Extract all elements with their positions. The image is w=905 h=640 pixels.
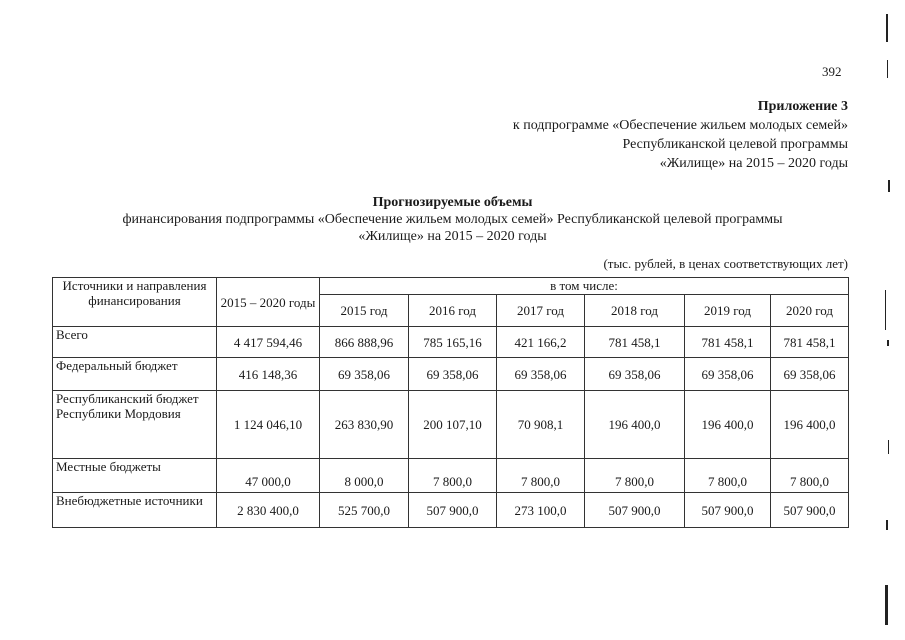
row-value: 7 800,0 <box>497 459 585 493</box>
row-value: 69 358,06 <box>585 358 685 391</box>
row-value: 421 166,2 <box>497 327 585 358</box>
financing-table <box>52 277 849 528</box>
row-value: 866 888,96 <box>320 327 409 358</box>
appendix-heading: Приложение 3 <box>757 99 848 114</box>
table-row <box>53 327 849 358</box>
header-year: 2016 год <box>409 295 497 327</box>
row-value: 69 358,06 <box>771 358 849 391</box>
row-label: Внебюджетные источники <box>53 493 217 528</box>
row-value: 525 700,0 <box>320 493 409 528</box>
row-value: 69 358,06 <box>497 358 585 391</box>
row-value: 7 800,0 <box>409 459 497 493</box>
row-value: 507 900,0 <box>771 493 849 528</box>
table-row <box>53 358 849 391</box>
row-value: 781 458,1 <box>771 327 849 358</box>
row-value: 196 400,0 <box>771 391 849 459</box>
row-total: 47 000,0 <box>217 459 320 493</box>
header-year: 2020 год <box>771 295 849 327</box>
row-label: Республиканский бюджет Республики Мордовия <box>53 391 217 459</box>
table-row <box>53 459 849 493</box>
row-value: 7 800,0 <box>771 459 849 493</box>
row-value: 70 908,1 <box>497 391 585 459</box>
table-header-row-1 <box>53 278 849 295</box>
row-value: 785 165,16 <box>409 327 497 358</box>
appendix-line-3: «Жилище» на 2015 – 2020 годы <box>659 156 848 171</box>
row-value: 69 358,06 <box>320 358 409 391</box>
row-value: 781 458,1 <box>685 327 771 358</box>
row-value: 69 358,06 <box>409 358 497 391</box>
title-line-3: «Жилище» на 2015 – 2020 годы <box>358 229 547 244</box>
row-value: 69 358,06 <box>685 358 771 391</box>
title-bold-line: Прогнозируемые объемы <box>372 195 533 210</box>
row-value: 507 900,0 <box>409 493 497 528</box>
header-year: 2018 год <box>585 295 685 327</box>
title-line-2: финансирования подпрограммы «Обеспечение жильем молодых семей» Республиканской целевой программы <box>122 212 783 227</box>
row-total: 4 417 594,46 <box>217 327 320 358</box>
document-title <box>0 194 905 245</box>
header-year: 2019 год <box>685 295 771 327</box>
row-value: 7 800,0 <box>685 459 771 493</box>
header-year: 2015 год <box>320 295 409 327</box>
row-value: 263 830,90 <box>320 391 409 459</box>
row-value: 8 000,0 <box>320 459 409 493</box>
page-number: 392 <box>822 64 842 79</box>
header-year: 2017 год <box>497 295 585 327</box>
row-label: Всего <box>53 327 217 358</box>
row-value: 7 800,0 <box>585 459 685 493</box>
row-value: 200 107,10 <box>409 391 497 459</box>
scan-edge-artifact <box>884 0 905 640</box>
appendix-block <box>513 97 848 173</box>
row-value: 196 400,0 <box>585 391 685 459</box>
header-source-column: Источники и направления финансирования <box>53 278 217 327</box>
row-value: 273 100,0 <box>497 493 585 528</box>
appendix-line-1: к подпрограмме «Обеспечение жильем молодых семей» <box>512 118 848 133</box>
row-label: Федеральный бюджет <box>53 358 217 391</box>
table-row <box>53 391 849 459</box>
table-row <box>53 493 849 528</box>
row-value: 781 458,1 <box>585 327 685 358</box>
header-total-column: 2015 – 2020 годы <box>217 278 320 327</box>
row-value: 507 900,0 <box>585 493 685 528</box>
row-total: 1 124 046,10 <box>217 391 320 459</box>
units-note: (тыс. рублей, в ценах соответствующих лет) <box>603 256 848 271</box>
row-total: 2 830 400,0 <box>217 493 320 528</box>
row-total: 416 148,36 <box>217 358 320 391</box>
row-value: 196 400,0 <box>685 391 771 459</box>
row-value: 507 900,0 <box>685 493 771 528</box>
header-group-label: в том числе: <box>320 278 849 295</box>
appendix-line-2: Республиканской целевой программы <box>622 137 848 152</box>
row-label: Местные бюджеты <box>53 459 217 493</box>
